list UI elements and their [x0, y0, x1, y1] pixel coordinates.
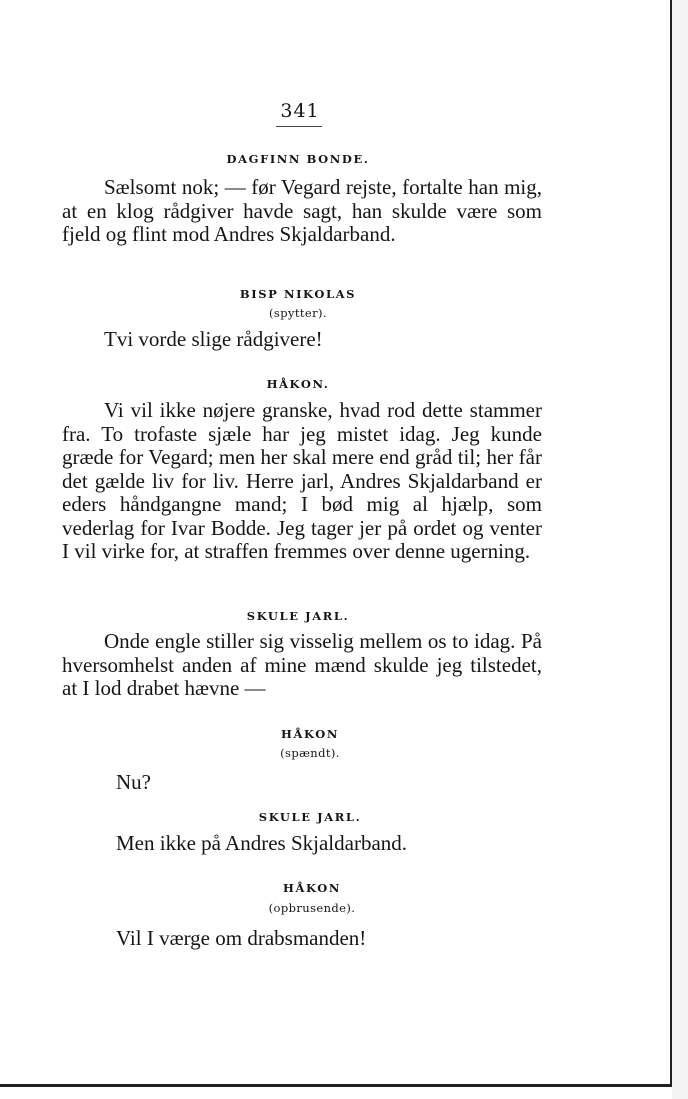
stage-direction-opbrusende: (opbrusende). [268, 901, 356, 915]
speaker-skule-jarl: SKULE JARL. [258, 810, 362, 824]
page-number-rule [276, 126, 322, 127]
speaker-dagfinn-bonde: DAGFINN BONDE. [226, 152, 370, 166]
speech-skule-jarl [62, 630, 542, 701]
speech-hakon-exclaim: Vil I værge om drabsmanden! [116, 926, 367, 950]
speech-text: Sælsomt nok; — før Vegard rejste, fortalte han mig, at en klog rådgiver havde sagt, han skulde være som fjeld og flint mod Andres Skjaldarband. [62, 175, 542, 246]
page-edge-bottom [0, 1084, 672, 1087]
speaker-skule-jarl: SKULE JARL. [246, 609, 350, 623]
page-edge-shadow [672, 0, 688, 1099]
stage-direction-spaendt: (spændt). [280, 746, 340, 760]
speaker-hakon: HÅKON [280, 727, 339, 741]
page-number: 341 [280, 100, 320, 122]
page-edge-right [670, 0, 672, 1085]
speech-text: Vi vil ikke nøjere granske, hvad rod dette stammer fra. To trofaste sjæle har jeg mistet idag. Jeg kunde græde for Vegard; men her skal mere end gråd til; her får det gælde liv for liv. Herre jarl, Andres Skjaldarband er eders håndgangne mand; I bød mig al hjælp, som vederlag for Ivar Bodde. Jeg tager jer på ordet og venter I vil virke for, at straffen fremmes over denne ugerning. [62, 398, 542, 563]
stage-direction-spytter: (spytter). [269, 306, 327, 320]
speech-hakon [62, 399, 542, 564]
speaker-hakon: HÅKON. [266, 377, 330, 391]
speaker-bisp-nikolas: BISP NIKOLAS [239, 287, 357, 301]
speech-skule-jarl-short: Men ikke på Andres Skjaldarband. [116, 831, 408, 855]
speech-hakon-short: Nu? [116, 770, 151, 794]
speech-text: Onde engle stiller sig visselig mellem os to idag. På hversomhelst anden af mine mænd skulde jeg tilstedet, at I lod drabet hævne — [62, 629, 542, 700]
speech-bisp-nikolas: Tvi vorde slige rådgivere! [104, 327, 323, 351]
speech-dagfinn-bonde [62, 176, 542, 247]
speaker-hakon: HÅKON [282, 881, 341, 895]
